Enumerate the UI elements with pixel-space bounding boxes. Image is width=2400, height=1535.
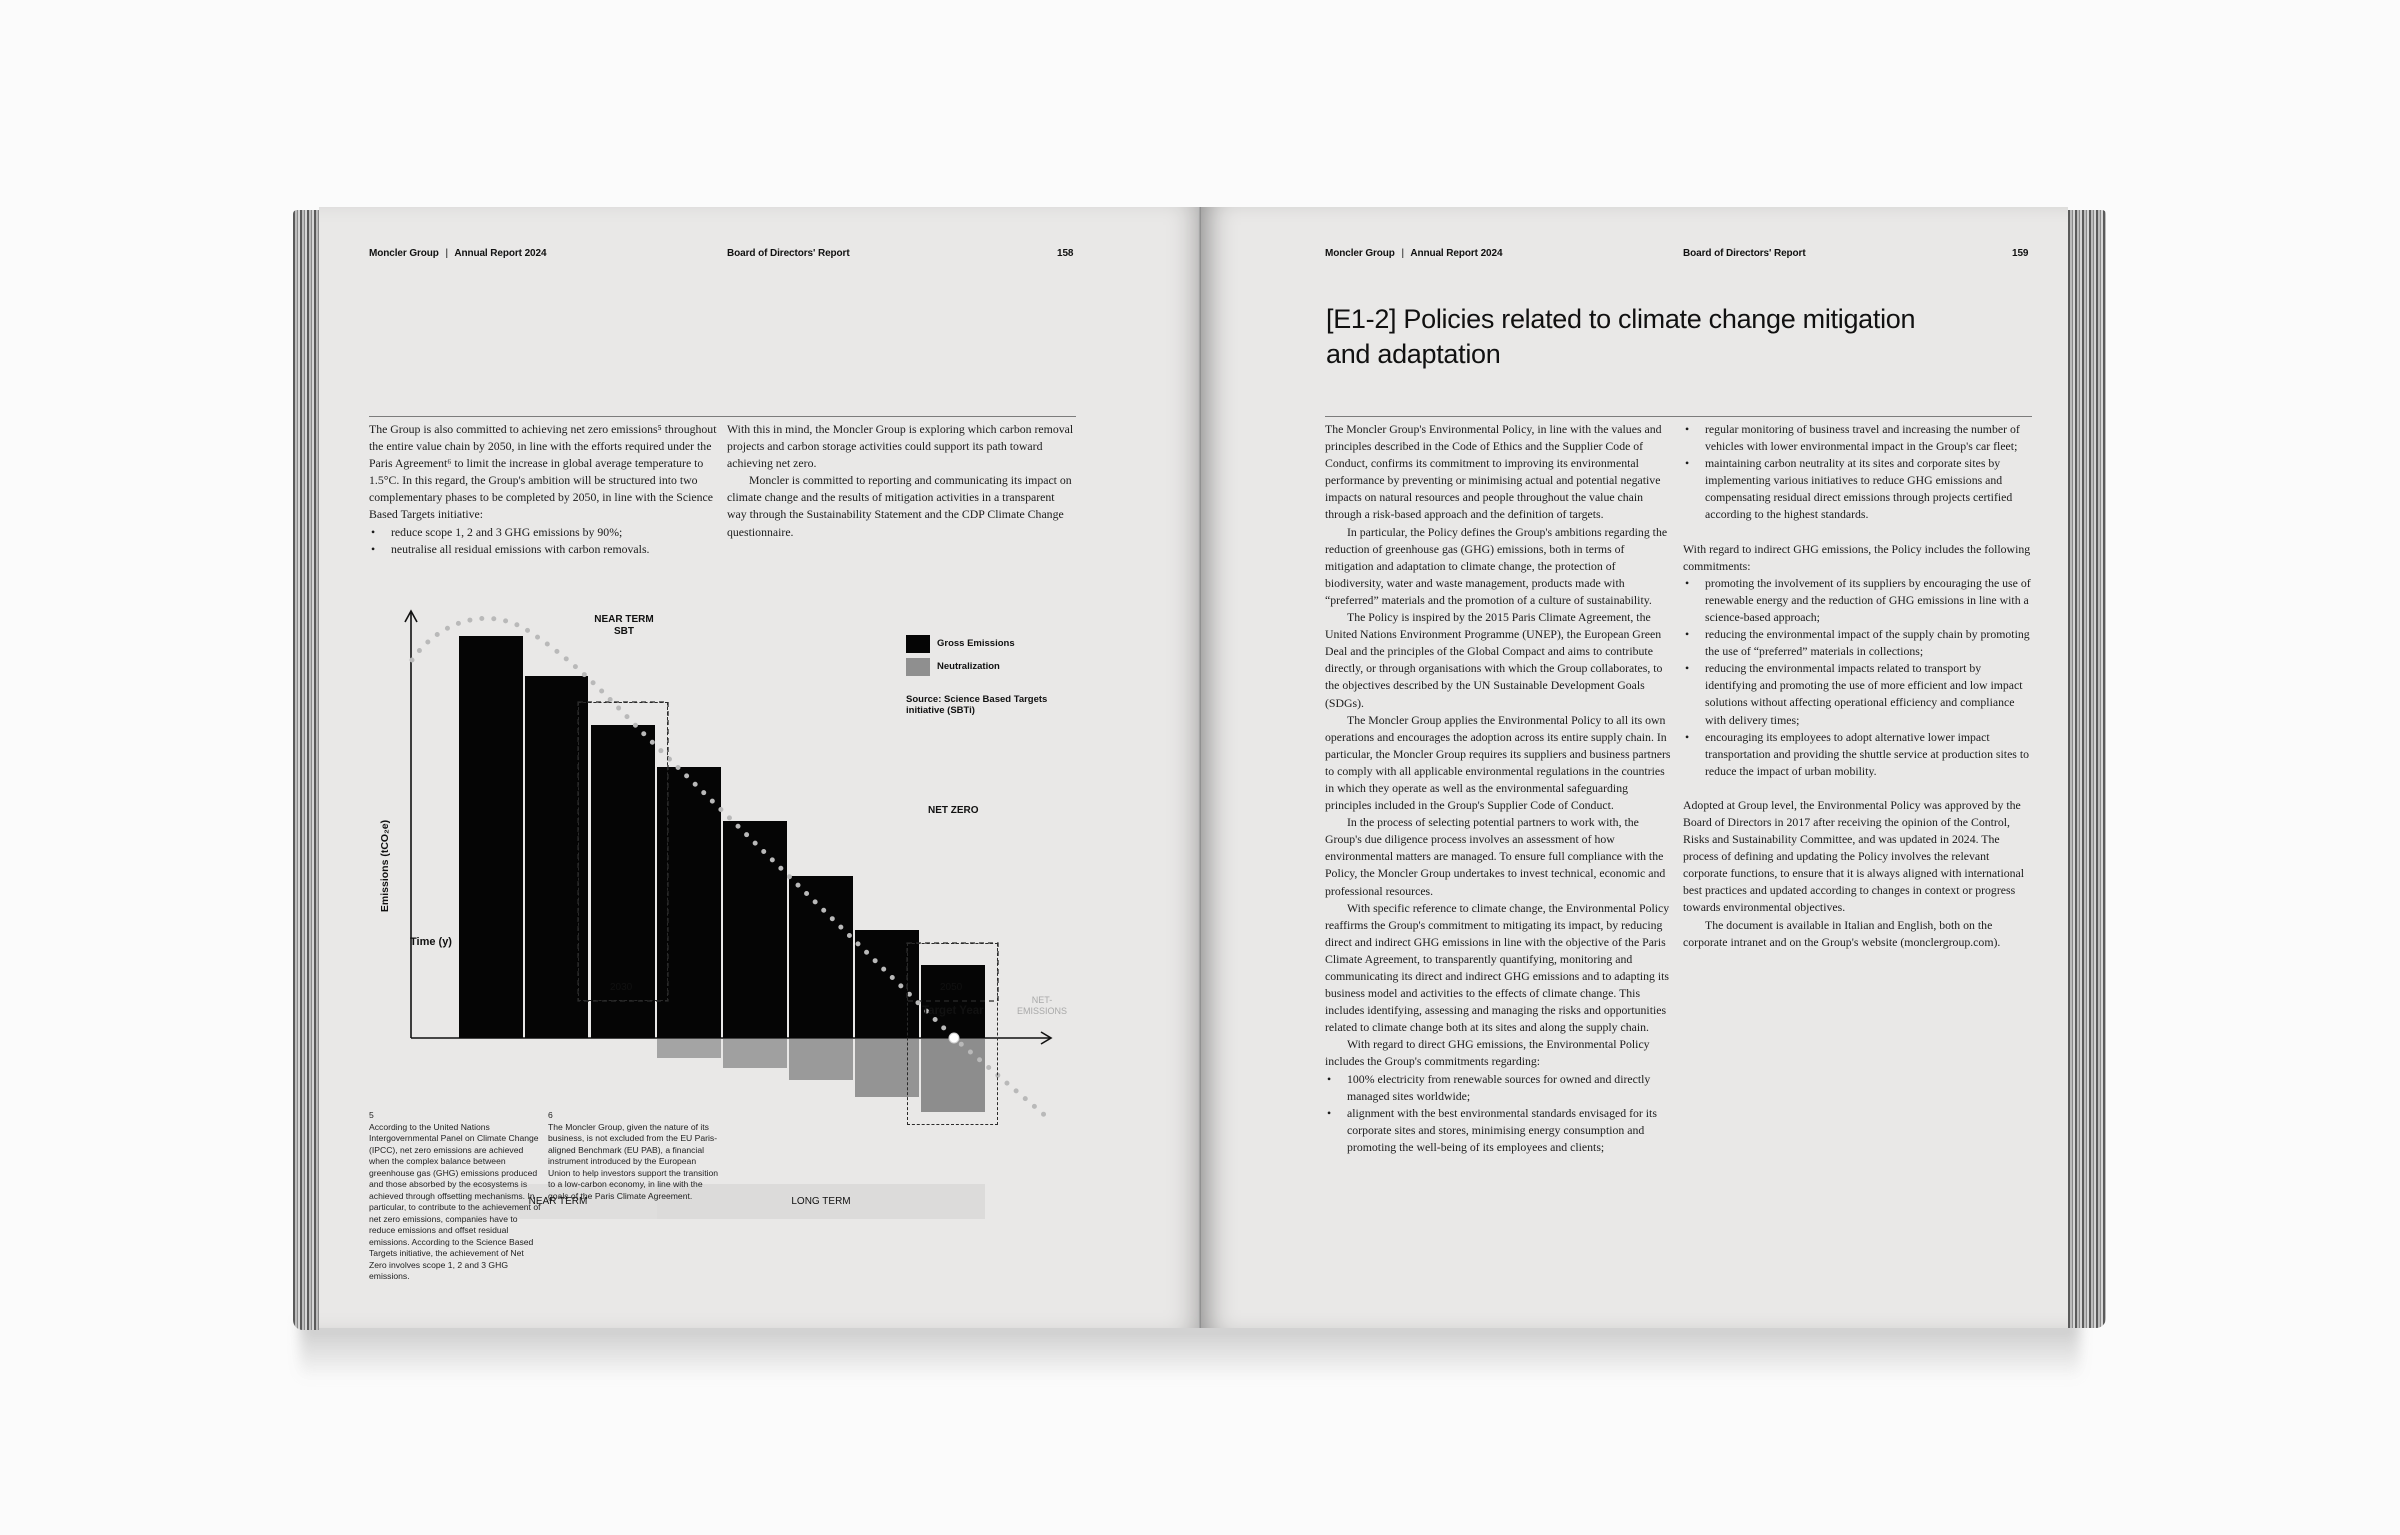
paragraph: In the process of selecting potential partners to work with, the Group's due diligence process involves an assessment of how environmental matters are managed. To ensure full compliance with the Policy, the Moncler Group undertakes to invest technical, economic and professional resources.	[1325, 815, 1666, 898]
y-axis-label: Emissions (tCO₂e)	[379, 819, 391, 913]
target-year-label: Target Year	[922, 1005, 984, 1017]
paragraph: With regard to indirect GHG emissions, the Policy includes the following commitments:	[1683, 541, 2031, 573]
header-publisher: Moncler Group	[369, 248, 439, 259]
legend-swatch-gross	[906, 635, 930, 653]
right-page-header	[1325, 248, 1502, 259]
list-item: • encouraging its employees to adopt alternative lower impact transportation and providing the shuttle service at production sites to reduce the impact of urban mobility.	[1683, 729, 2035, 780]
paragraph: Moncler is committed to reporting and communicating its impact on climate change and the results of mitigation activities in a transparent way through the Sustainability Statement and the CDP Climate Change questionnaire.	[727, 473, 1072, 539]
list-item: • neutralise all residual emissions with carbon removals.	[369, 541, 719, 558]
paragraph: With regard to direct GHG emissions, the Environmental Policy includes the Group's commitments regarding:	[1325, 1037, 1650, 1069]
page-number: 159	[2012, 248, 2029, 259]
emissions-text: EMISSIONS	[1017, 1006, 1068, 1016]
header-section: Board of Directors' Report	[727, 248, 850, 259]
legend-neutral-label: Neutralization	[937, 661, 1000, 672]
footnote-text: The Moncler Group, given the nature of its business, is not excluded from the EU Paris-aligned Benchmark (EU PAB), a financial instrument introduced by the European Union to help investors support the transition to a low-carbon economy, in line with the goals of the Paris Climate Agreement.	[548, 1121, 719, 1201]
net-emissions-label	[1017, 995, 1067, 1017]
header-separator: |	[1401, 248, 1405, 259]
list-item: • maintaining carbon neutrality at its sites and corporate sites by implementing various initiatives to reduce GHG emissions and compensating residual direct emissions through projects certified according to the highest standards.	[1683, 455, 2035, 523]
bullet-list	[1683, 421, 2035, 524]
paragraph: Adopted at Group level, the Environmental Policy was approved by the Board of Directors in 2017 after receiving the opinion of the Control, Risks and Sustainability Committee, and was updated in 2024. The process of defining and updating the Policy involves the relevant corporate functions, to ensure that it is always aligned with international best practices and updated according to changes in context or progress towards environmental objectives.	[1683, 797, 2025, 915]
legend-gross-label: Gross Emissions	[937, 638, 1015, 649]
dashed-box-2030-outline	[578, 702, 668, 1001]
footnote-number: 6	[548, 1110, 553, 1120]
legend-swatch-neutral	[906, 658, 930, 676]
footnote-5	[369, 1110, 541, 1283]
page-number: 158	[1057, 248, 1074, 259]
list-item: • reducing the environmental impact of the supply chain by promoting the use of “preferred” materials in collections;	[1683, 626, 2035, 660]
paragraph: The Moncler Group's Environmental Policy, in line with the values and principles described in the Code of Ethics and the Supplier Code of Conduct, confirms its commitment to improving its environmental performance by preventing or minimising actual and potential negative impacts on natural resources and people throughout the value chain through a risk-based approach and the definition of targets.	[1325, 422, 1662, 522]
footnote-text: According to the United Nations Intergovernmental Panel on Climate Change (IPCC), net zero emissions are achieved when the complex balance between greenhouse gas (GHG) emissions produced and those absorbed by the ecosystems is achieved through offsetting mechanisms. In particular, to contribute to the achievement of net zero emissions, companies have to reduce emissions and offset residual emissions. According to the Science Based Targets initiative, the achievement of Net Zero involves scope 1, 2 and 3 GHG emissions.	[369, 1121, 541, 1281]
header-report: Annual Report 2024	[1410, 248, 1503, 259]
near-term-sbt-label	[594, 614, 654, 638]
header-publisher: Moncler Group	[1325, 248, 1395, 259]
bullet-list	[1683, 575, 2035, 780]
footnote-number: 5	[369, 1110, 374, 1120]
paragraph: The Policy is inspired by the 2015 Paris Climate Agreement, the United Nations Environment Programme (UNEP), the European Green Deal and the principles of the Global Compact and aims to contribute directly, or through organisations with which the Group collaborates, to the objectives described by the UN Sustainable Development Goals (SDGs).	[1325, 610, 1663, 710]
header-section: Board of Directors' Report	[1683, 248, 1806, 259]
source-line-1: Source: Science Based Targets	[906, 694, 1048, 705]
list-item: • reduce scope 1, 2 and 3 GHG emissions by 90%;	[369, 524, 719, 541]
list-item: • 100% electricity from renewable sources for owned and directly managed sites worldwide;	[1325, 1071, 1675, 1105]
x-axis-label: Time (y)	[410, 936, 452, 948]
source-line-2: initiative (SBTi)	[906, 705, 975, 716]
paragraph: With specific reference to climate change, the Environmental Policy reaffirms the Group's commitment to mitigating its impact, by reducing direct and indirect GHG emissions in line with the objective of the Paris Climate Agreement, to transparently quantifying, monitoring and communicating its direct and indirect GHG emissions and to adapting its business model and activities to the effects of climate change. This includes identifying, assessing and managing the risks and opportunities related to climate change both at its sites and along the supply chain.	[1325, 900, 1670, 1035]
phase-long-term-label: LONG TERM	[791, 1196, 851, 1207]
header-report: Annual Report 2024	[454, 248, 547, 259]
phase-near-term-label: NEAR TERM	[528, 1196, 588, 1207]
near-term-text: NEAR TERM	[594, 614, 654, 625]
net-text: NET-	[1031, 995, 1053, 1005]
list-item: • promoting the involvement of its suppliers by encouraging the use of renewable energy and the reduction of GHG emissions in line with a science-based approach;	[1683, 575, 2035, 626]
header-separator: |	[445, 248, 449, 259]
right-col-1	[1325, 421, 1675, 1156]
paragraph: The document is available in Italian and English, both on the corporate intranet and on the Group's website (monclergroup.com).	[1683, 917, 2001, 949]
list-item: • alignment with the best environmental standards envisaged for its corporate sites and stores, minimising energy consumption and promoting the well-being of its employees and clients;	[1325, 1105, 1675, 1156]
bullet-list	[1325, 1071, 1675, 1156]
divider-rule	[1325, 416, 2032, 417]
chart-source	[906, 694, 1047, 716]
page-title: [E1-2] Policies related to climate change mitigation and adaptation	[1326, 304, 1916, 369]
year-2050-label: 2050	[940, 982, 963, 993]
paragraph: The Group is also committed to achieving net zero emissions⁵ throughout the entire value chain by 2050, in line with the efforts required under the Paris Agreement⁶ to limit the increase in global average temperature to 1.5°C. In this regard, the Group's ambition will be structured into two complementary phases to be completed by 2050, in line with the Science Based Targets initiative:	[369, 422, 717, 522]
year-2030-label: 2030	[610, 982, 633, 993]
sbt-text: SBT	[614, 626, 634, 637]
paragraph: In particular, the Policy defines the Group's ambitions regarding the reduction of greenhouse gas (GHG) emissions, both in terms of mitigation and adaptation to climate change, the protection of biodiversity, water and waste management, products made with “preferred” materials and the promotion of a culture of sustainability.	[1325, 524, 1668, 607]
list-item: • regular monitoring of business travel and increasing the number of vehicles with lower environmental impact in the Group's car fleet;	[1683, 421, 2035, 455]
net-zero-label: NET ZERO	[928, 805, 979, 816]
dashed-box-2050-outline	[907, 943, 998, 1125]
footnote-6	[548, 1110, 720, 1202]
right-col-2	[1683, 421, 2035, 951]
paragraph: The Moncler Group applies the Environmental Policy to all its own operations and encourages the adoption across its entire supply chain. In particular, the Moncler Group requires its suppliers and business partners to comply with all applicable environmental regulations in the countries in which they operate as well as the environmental safeguarding principles included in the Group's Supplier Code of Conduct.	[1325, 712, 1671, 813]
paragraph: With this in mind, the Moncler Group is exploring which carbon removal projects and carbon storage activities could support its path toward achieving net zero.	[727, 422, 1074, 471]
list-item: • reducing the environmental impacts related to transport by identifying and promoting the use of more efficient and low impact solutions without affecting operational efficiency and compliance with delivery times;	[1683, 660, 2035, 728]
